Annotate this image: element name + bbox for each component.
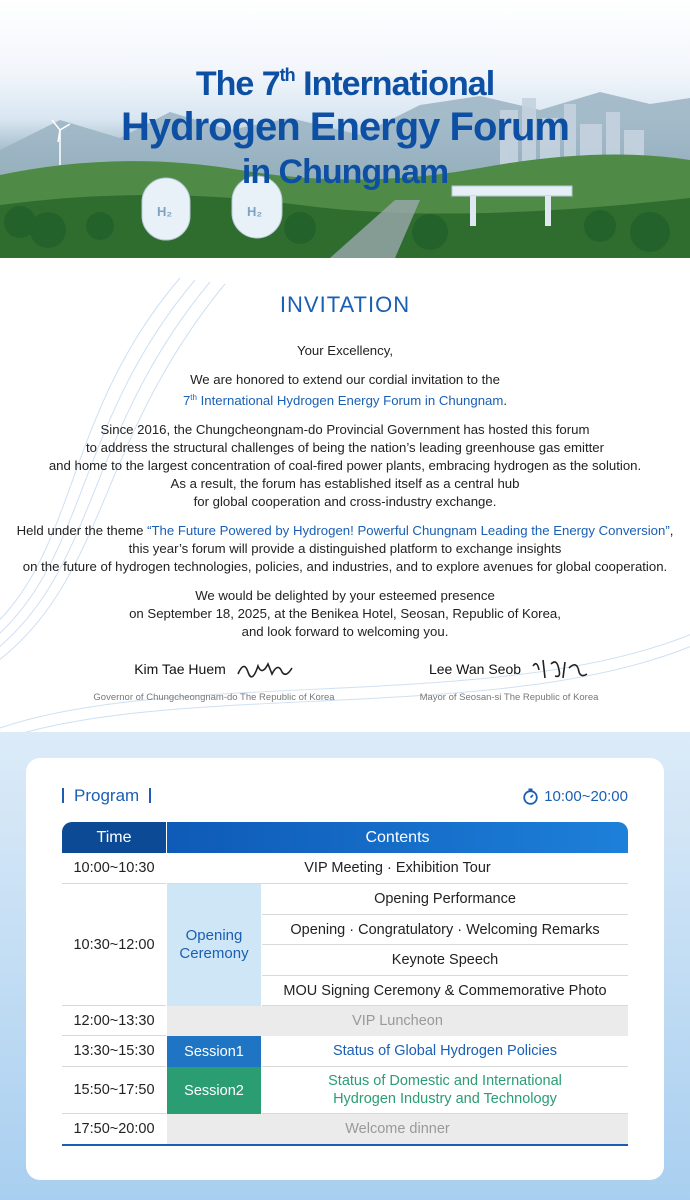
content-cell: VIP Meeting · Exhibition Tour <box>167 853 628 884</box>
content-cell: MOU Signing Ceremony & Commemorative Photo <box>262 976 628 1006</box>
table-header-contents: Contents <box>167 822 628 853</box>
time-cell: 10:00~10:30 <box>62 853 166 884</box>
signatory-governor <box>88 656 340 703</box>
paragraph-invite: We are honored to extend our cordial invitation to the 7th International Hydrogen Energy Forum in Chungnam. <box>182 372 508 408</box>
content-cell: Keynote Speech <box>262 945 628 976</box>
content-cell-dinner: Welcome dinner <box>167 1114 628 1144</box>
content-cell: Opening Performance <box>262 884 628 915</box>
content-cell-luncheon: VIP Luncheon <box>167 1006 628 1036</box>
time-cell: 17:50~20:00 <box>73 1121 155 1137</box>
program-title: Program <box>62 786 161 806</box>
content-cell: Status of Global Hydrogen Policies <box>262 1036 628 1067</box>
greeting: Your Excellency, <box>296 343 394 358</box>
forum-title: The 7th International Hydrogen Energy Forum in Chungnam <box>121 65 569 191</box>
time-cell: 10:30~12:00 <box>62 884 166 1006</box>
session2-badge: Session2 <box>167 1067 261 1114</box>
signatory-name: Kim Tae Huem <box>134 661 226 677</box>
signature-icon <box>234 656 294 682</box>
content-cell: Status of Domestic and International Hydrogen Industry and Technology <box>262 1067 628 1114</box>
signatory-mayor <box>412 656 606 703</box>
forum-theme: “The Future Powered by Hydrogen! Powerful Chungnam Leading the Energy Conversion” <box>147 523 670 538</box>
invitation-letter <box>0 342 690 652</box>
paragraph-history: Since 2016, the Chungcheongnam-do Provincial Government has hosted this forum to address the structural challenges of being the nation’s leading greenhouse gas emitter and home to the largest concentration of coal-fired power plants, embracing hydrogen as the solution. As a result, the forum has established itself as a central hub for global cooperation and cross-industry exchange. <box>48 422 642 509</box>
tank-label: H₂ <box>157 204 173 219</box>
tank-label: H₂ <box>247 204 263 219</box>
paragraph-theme: Held under the theme “The Future Powered by Hydrogen! Powerful Chungnam Leading the Energy Conversion”, this year’s forum will provide a distinguished platform to exchange insights on the future of hydrogen technologies, policies, and industries, and to explore avenues for global cooperation. <box>16 523 674 574</box>
signatory-role: Governor of Chungcheongnam-do The Republic of Korea <box>93 692 335 703</box>
signature-icon <box>529 656 589 682</box>
opening-ceremony-category: Opening Ceremony <box>167 884 261 1006</box>
hero-banner <box>0 0 690 258</box>
time-cell: 13:30~15:30 <box>62 1036 166 1067</box>
program-card <box>26 758 664 1180</box>
stopwatch-icon <box>522 788 539 805</box>
session1-badge: Session1 <box>167 1036 261 1067</box>
signatory-role: Mayor of Seosan-si The Republic of Korea <box>419 692 599 703</box>
program-time-range: 10:00~20:00 <box>522 788 628 805</box>
time-cell: 15:50~17:50 <box>62 1067 166 1114</box>
table-header-time: Time <box>62 822 166 853</box>
table-bottom-rule <box>62 1144 628 1146</box>
invitation-heading: INVITATION <box>279 292 411 317</box>
signatory-name: Lee Wan Seob <box>428 661 522 677</box>
paragraph-date-venue: We would be delighted by your esteemed presence on September 18, 2025, at the Benikea Hotel, Seosan, Republic of Korea, and look forward to welcoming you. <box>129 588 561 639</box>
content-cell: Opening · Congratulatory · Welcoming Remarks <box>262 915 628 945</box>
invitation-section <box>0 258 690 740</box>
time-cell: 12:00~13:30 <box>62 1006 166 1036</box>
